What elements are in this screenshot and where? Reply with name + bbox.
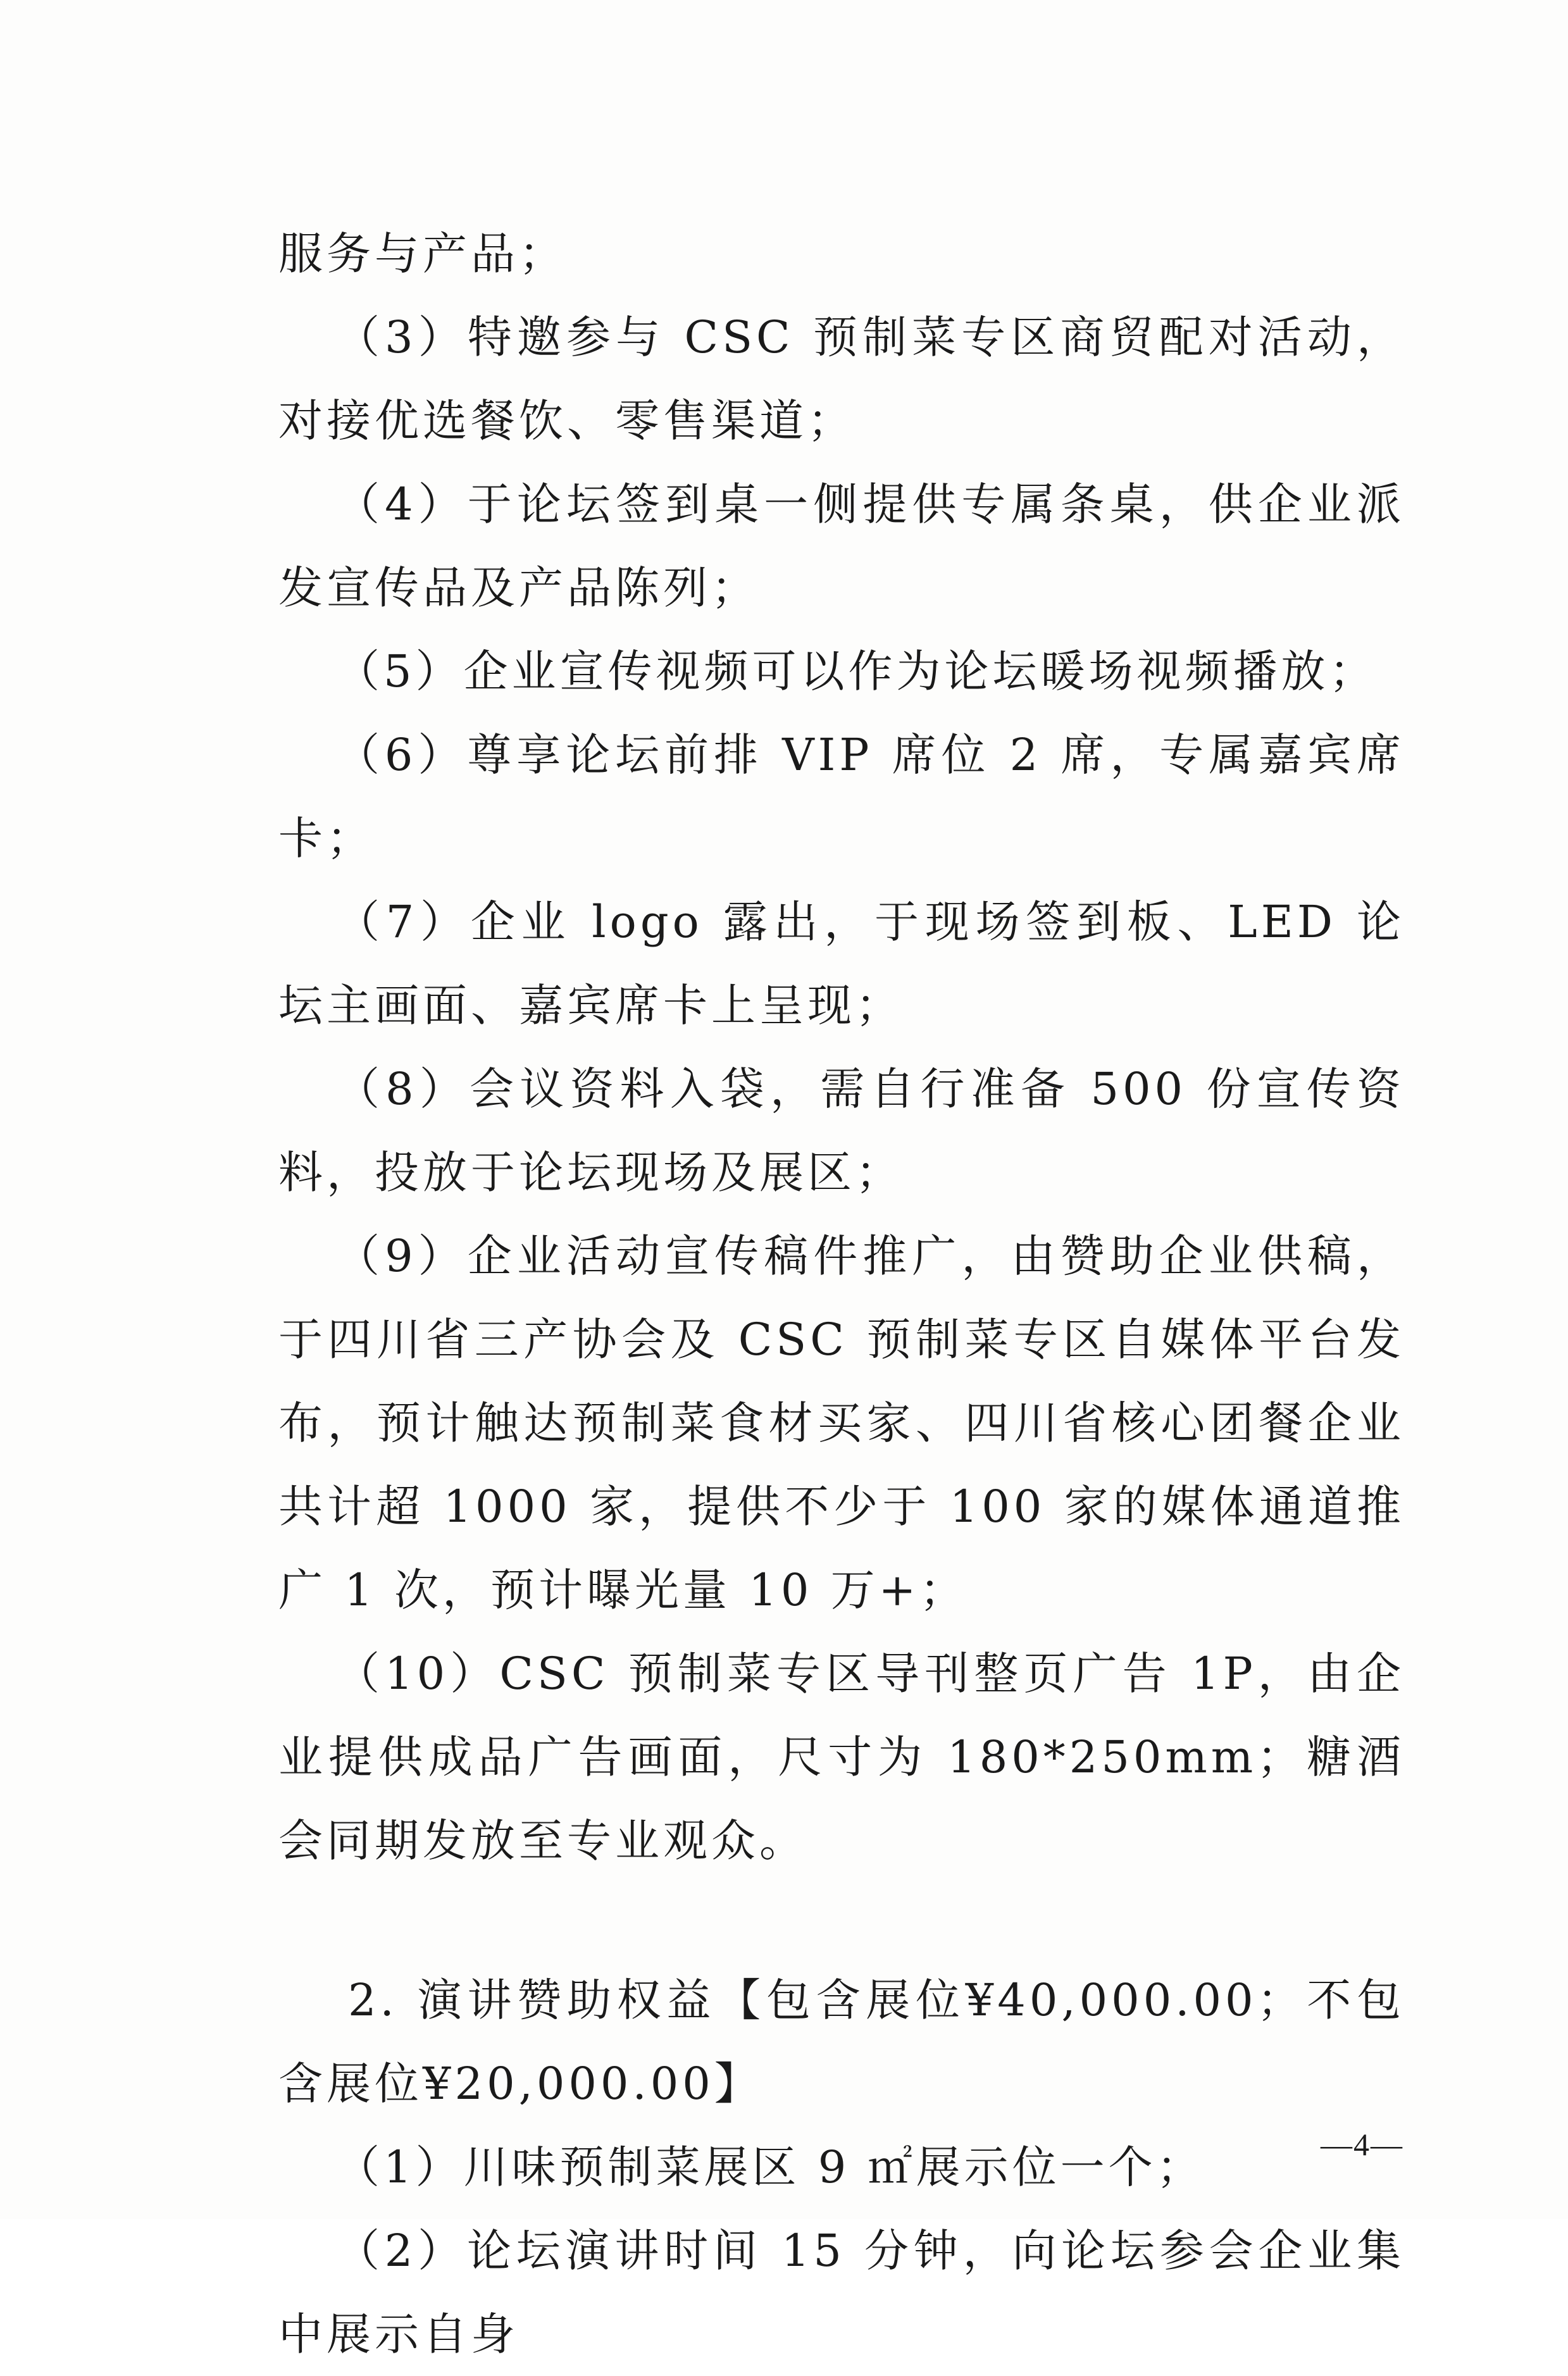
list-item-5: （5）企业宣传视频可以作为论坛暖场视频播放；: [335, 645, 1378, 697]
list-item-4: （4）于论坛签到桌一侧提供专属条桌，供企业派发宣传品及产品陈列；: [278, 478, 1405, 614]
section2-item-1: （1）川味预制菜展区 9 ㎡展示位一个；: [335, 2141, 1205, 2193]
page-number: —4—: [1321, 2127, 1403, 2162]
paragraph-continuation: 服务与产品；: [278, 228, 567, 280]
list-item-9: （9）企业活动宣传稿件推广，由赞助企业供稿，于四川省三产协会及 CSC 预制菜专区自媒体平台发布，预计触达预制菜食材买家、四川省核心团餐企业共计超 1000 家，提供不少于 100 家的媒体通道推广 1 次，预计曝光量 10 万+；: [278, 1230, 1405, 1616]
section2-item-2: （2）论坛演讲时间 15 分钟，向论坛参会企业集中展示自身: [278, 2225, 1405, 2360]
list-item-3: （3）特邀参与 CSC 预制菜专区商贸配对活动，对接优选餐饮、零售渠道；: [278, 311, 1405, 447]
list-item-6: （6）尊享论坛前排 VIP 席位 2 席，专属嘉宾席卡；: [278, 729, 1405, 864]
list-item-7: （7）企业 logo 露出，于现场签到板、LED 论坛主画面、嘉宾席卡上呈现；: [278, 896, 1405, 1031]
list-item-10: （10）CSC 预制菜专区导刊整页广告 1P，由企业提供成品广告画面，尺寸为 180*250mm；糖酒会同期发放至专业观众。: [278, 1648, 1405, 1867]
section-heading: 2. 演讲赞助权益【包含展位¥40,000.00；不包含展位¥20,000.00】: [278, 1974, 1405, 2110]
body-text: [278, 212, 1405, 2376]
list-item-8: （8）会议资料入袋，需自行准备 500 份宣传资料，投放于论坛现场及展区；: [278, 1063, 1405, 1198]
section-spacer: [278, 1882, 1405, 1958]
